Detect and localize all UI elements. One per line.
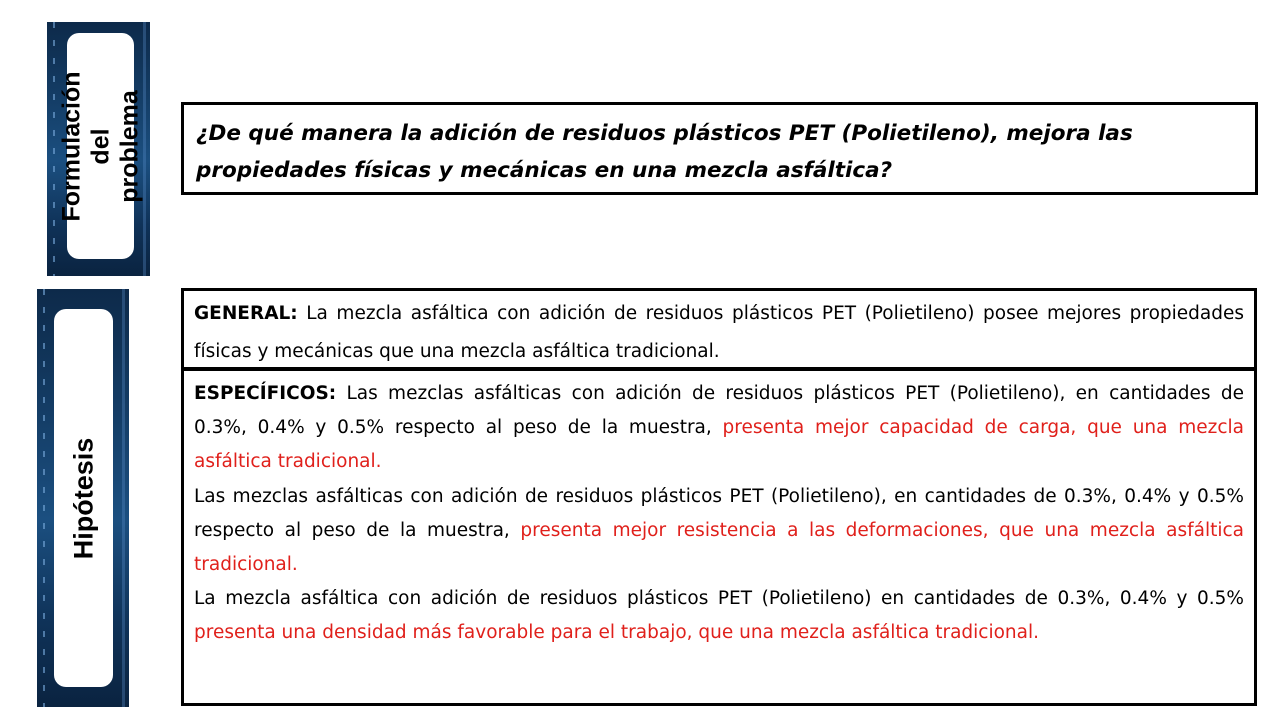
formulacion-label-card	[57, 33, 144, 259]
hipotesis-side-panel	[37, 289, 129, 707]
specific-hypothesis-2	[194, 480, 1244, 583]
research-question-text: ¿De qué manera la adición de residuos plásticos PET (Polietileno), mejora las propiedades físicas y mecánicas en una mezcla asfáltica?	[196, 121, 1133, 183]
hipotesis-label-card	[54, 309, 113, 687]
general-hypothesis-box	[181, 288, 1257, 370]
research-question-box	[181, 102, 1258, 195]
general-text: La mezcla asfáltica con adición de residuos plásticos PET (Polietileno) posee mejores propiedades físicas y mecánicas que una mezcla asfáltica tradicional.	[194, 303, 1244, 362]
specific-hypotheses-box	[181, 368, 1257, 706]
formulacion-side-panel	[47, 22, 150, 276]
specific-hypothesis-3	[194, 582, 1244, 650]
specific-hypothesis-3-highlight: presenta una densidad más favorable para el trabajo, que una mezcla asfáltica tradicional.	[194, 622, 1040, 644]
specific-hypothesis-3-lead: La mezcla asfáltica con adición de residuos plásticos PET (Polietileno) en cantidades de 0.3%, 0.4% y 0.5%	[194, 588, 1244, 610]
specific-hypothesis-1-lead: Las mezclas asfálticas con adición de residuos plásticos PET (Polietileno), en cantidades de 0.3%, 0.4% y 0.5% respecto al peso de la muestra,	[194, 383, 1244, 439]
formulacion-label: Formulación del problema	[57, 70, 144, 222]
general-label: GENERAL:	[194, 303, 298, 324]
specific-hypothesis-1	[194, 377, 1244, 480]
specific-label: ESPECÍFICOS:	[194, 383, 337, 404]
specific-hypothesis-2-lead: Las mezclas asfálticas con adición de residuos plásticos PET (Polietileno), en cantidades de 0.3%, 0.4% y 0.5% respecto al peso de la muestra,	[194, 485, 1244, 541]
specific-hypothesis-1-highlight: presenta mejor capacidad de carga, que una mezcla asfáltica tradicional.	[194, 417, 1244, 473]
hipotesis-label: Hipótesis	[68, 437, 98, 559]
specific-hypothesis-2-highlight: presenta mejor resistencia a las deformaciones, que una mezcla asfáltica tradicional.	[194, 519, 1244, 576]
